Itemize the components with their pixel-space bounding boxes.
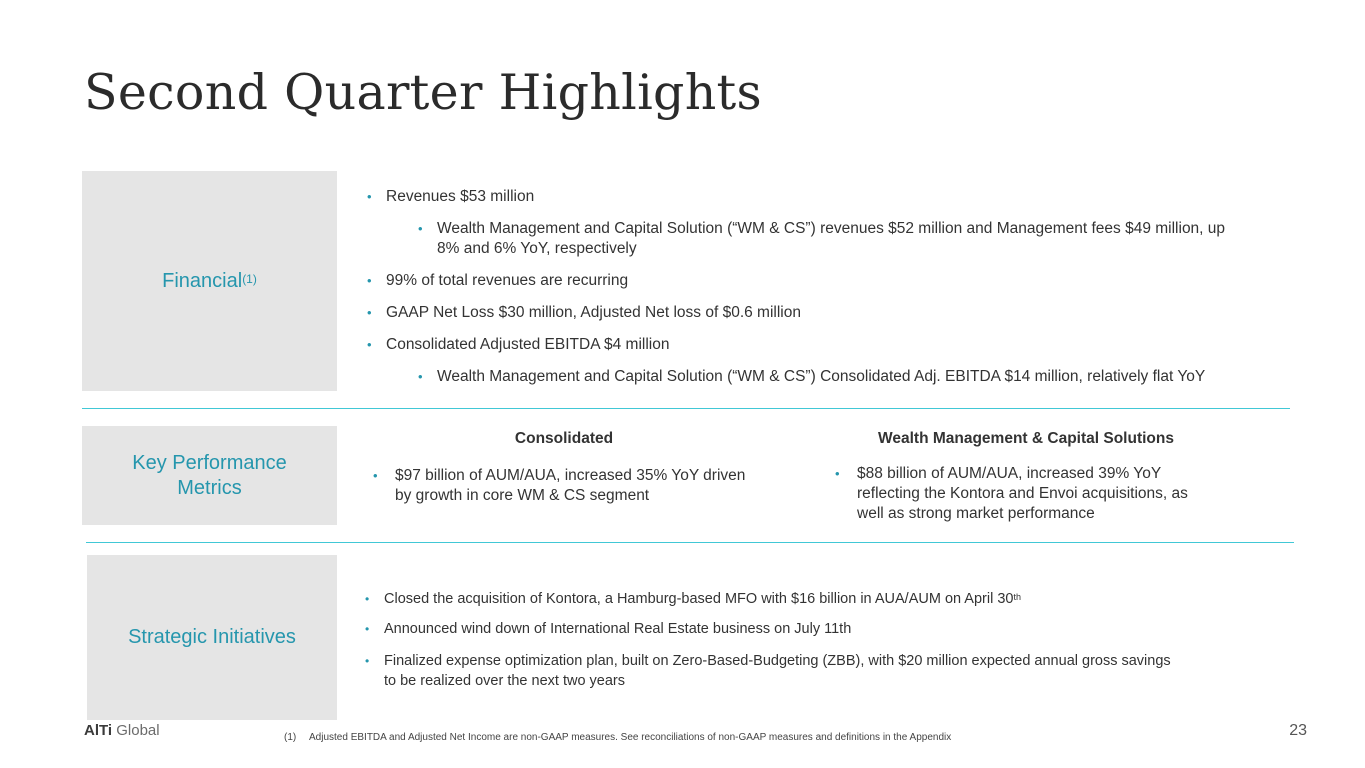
bullet-icon: • bbox=[418, 369, 423, 384]
bullet-icon: • bbox=[367, 337, 372, 352]
company-logo: AlTi Global bbox=[84, 722, 160, 739]
bullet-icon: • bbox=[367, 305, 372, 320]
bullet-icon: • bbox=[365, 622, 370, 636]
strategic-label-box bbox=[87, 555, 337, 720]
bullet-icon: • bbox=[835, 466, 840, 481]
bullet-icon: • bbox=[365, 592, 370, 606]
bullet-icon: • bbox=[365, 654, 370, 668]
footnote: (1) Adjusted EBITDA and Adjusted Net Income are non-GAAP measures. See reconciliations of non-GAAP measures and definitions in the Appendix bbox=[284, 732, 952, 743]
wmcs-heading: Wealth Management & Capital Solutions bbox=[878, 430, 1174, 447]
bullet-icon: • bbox=[367, 189, 372, 204]
financial-label: Financial$^{(1)}$ bbox=[162, 269, 257, 292]
bullet-icon: • bbox=[418, 221, 423, 236]
consolidated-heading: Consolidated bbox=[514, 430, 614, 447]
page-title: Second Quarter Highlights bbox=[84, 64, 762, 121]
bullet-icon: • bbox=[373, 468, 378, 483]
bullet-icon: • bbox=[367, 273, 372, 288]
kpi-label: Key Performance Metrics bbox=[132, 451, 287, 499]
financial-footnote-marker: (1) bbox=[242, 271, 257, 286]
financial-bullets: • Revenues $53 million • Wealth Management and Capital Solution (“WM & CS”) revenues $52 million and Management fees $49 million, up 8% and 6% YoY, respectively • 99% of total revenues are recurring • GAAP Net Loss $30 million, Adjusted Net loss of $0.6 million • Consolidated Adjusted EBITDA $4 million • Wealth Management and Capital Solution (“WM & CS”) Consolidated Adj. EBITDA $14 million, relatively flat YoY bbox=[367, 188, 1226, 385]
strategic-label: Strategic Initiatives bbox=[128, 626, 296, 648]
kpi-label-box bbox=[82, 426, 337, 525]
page-number: 23 bbox=[1289, 722, 1307, 739]
financial-label-box bbox=[82, 171, 337, 391]
strategic-bullets: • Closed the acquisition of Kontora, a Hamburg-based MFO with $16 billion in AUA/AUM on April 30th • Announced wind down of International Real Estate business on July 11th • Finalized expense optimization plan, built on Zero-Based-Budgeting (ZBB), with $20 million expected annual gross savings to be realized over the next two years bbox=[365, 591, 1171, 689]
